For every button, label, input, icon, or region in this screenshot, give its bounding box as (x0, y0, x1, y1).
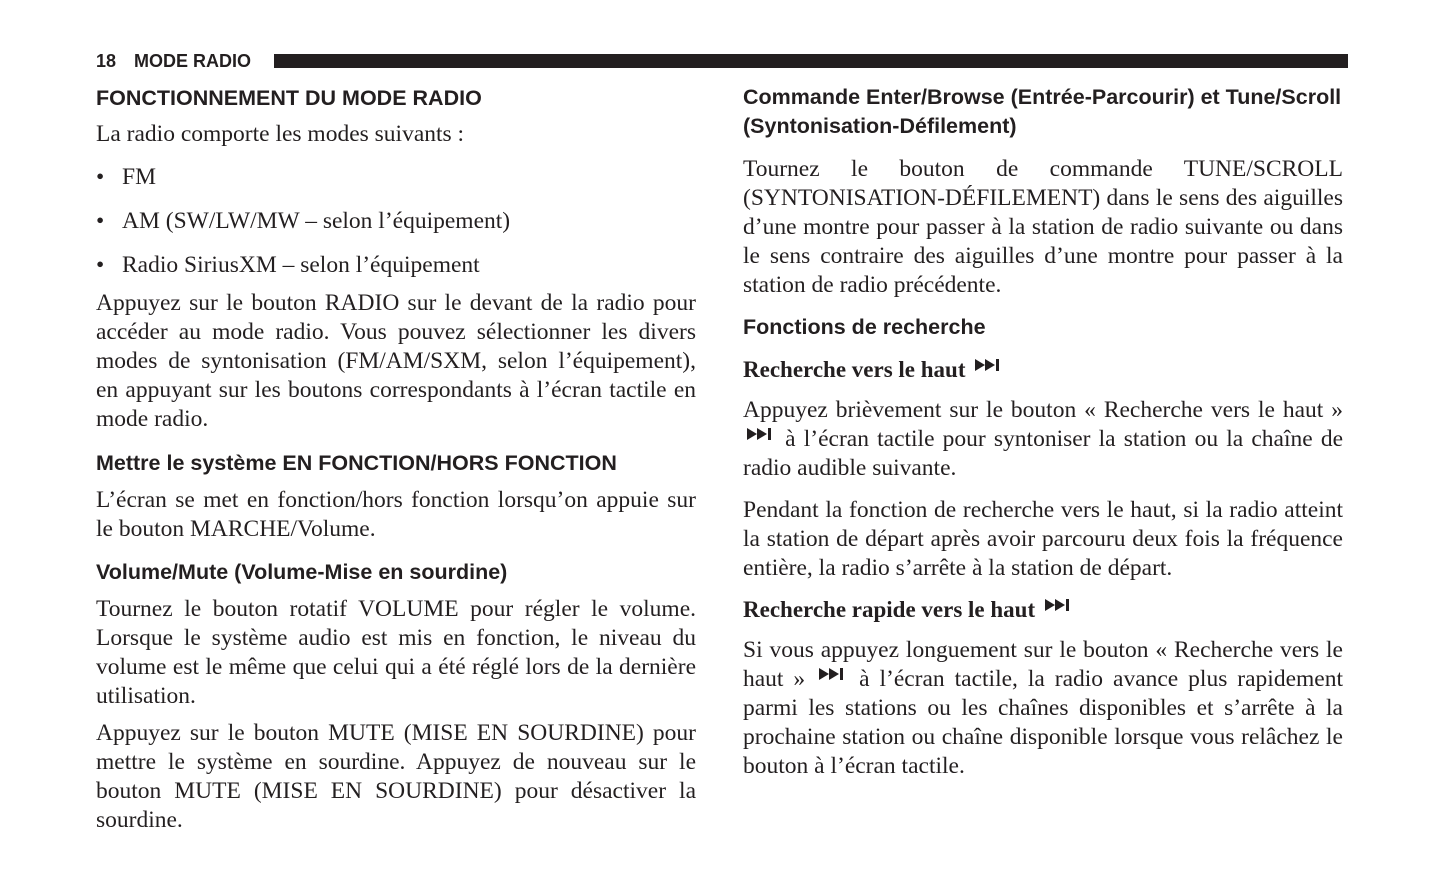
header-rule (274, 54, 1348, 68)
power-heading: Mettre le système EN FONCTION/HORS FONCTION (96, 451, 617, 475)
seek-up-text: à l’écran tactile pour syntoniser la station ou la chaîne de radio audible suivante. (743, 426, 1343, 481)
fast-seek-paragraph (743, 636, 1343, 781)
list-item-text: Radio SiriusXM – selon l’équipement (122, 252, 480, 278)
radio-mode-paragraph: Appuyez sur le bouton RADIO sur le devant de la radio pour accéder au mode radio. Vous pouvez sélectionner les divers modes de syntonisation (FM/AM/SXM, selon l’équipement), en appuyant sur les boutons correspondants à l’écran tactile en mode radio. (96, 290, 696, 432)
list-item-text: AM (SW/LW/MW – selon l’équipement) (122, 208, 511, 234)
volume-heading: Volume/Mute (Volume-Mise en sourdine) (96, 560, 508, 584)
list-item: • FM (96, 164, 156, 190)
seek-up-paragraph-2: Pendant la fonction de recherche vers le haut, si la radio atteint la station de départ après avoir parcouru deux fois la fréquence entière, la radio s’arrête à la station de départ. (743, 497, 1343, 581)
list-item: • Radio SiriusXM – selon l’équipement (96, 252, 480, 278)
section-heading: FONCTIONNEMENT DU MODE RADIO (96, 86, 482, 110)
enter-browse-heading: Commande Enter/Browse (Entrée-Parcourir) et Tune/Scroll (Syntonisation-Défilement) (743, 85, 1342, 138)
page-number: 18 (96, 50, 117, 71)
seek-forward-icon (819, 668, 845, 680)
page-header (96, 50, 251, 72)
seek-up-text: Appuyez brièvement sur le bouton « Recherche vers le haut » (743, 397, 1343, 423)
power-paragraph: L’écran se met en fonction/hors fonction lorsqu’on appuie sur le bouton MARCHE/Volume. (96, 487, 696, 542)
section-title: MODE RADIO (134, 50, 252, 71)
seek-forward-icon (975, 359, 1001, 371)
list-item: • AM (SW/LW/MW – selon l’équipement) (96, 208, 511, 234)
fast-seek-heading (743, 595, 1343, 624)
search-heading: Fonctions de recherche (743, 315, 986, 339)
intro-text: La radio comporte les modes suivants : (96, 121, 465, 147)
seek-up-heading-text: Recherche vers le haut (743, 357, 966, 382)
enter-browse-paragraph: Tournez le bouton de commande TUNE/SCROLL (SYNTONISATION-DÉFILEMENT) dans le sens des aiguilles d’une montre pour passer à la station de radio suivante ou dans le sens contraire des aiguilles d’une montre pour passer à la station de radio précédente. (743, 156, 1343, 298)
list-item-text: FM (122, 164, 156, 190)
volume-paragraph: Tournez le bouton rotatif VOLUME pour régler le volume. Lorsque le système audio est mis en fonction, le niveau du volume est le même que celui qui a été réglé lors de la dernière utilisation. (96, 596, 696, 709)
fast-seek-heading-text: Recherche rapide vers le haut (743, 597, 1036, 622)
seek-up-heading (743, 355, 1343, 384)
fast-seek-text: Si vous appuyez longuement sur le bouton « Recherche vers le haut » (743, 637, 1343, 692)
mute-paragraph: Appuyez sur le bouton MUTE (MISE EN SOURDINE) pour mettre le système en sourdine. Appuyez de nouveau sur le bouton MUTE (MISE EN SOURDINE) pour désactiver la sourdine. (96, 720, 696, 833)
seek-forward-icon (1045, 599, 1071, 611)
seek-forward-icon (747, 428, 773, 440)
fast-seek-text: à l’écran tactile, la radio avance plus rapidement parmi les stations ou les chaînes disponibles et s’arrête à la prochaine station ou chaîne disponible lorsque vous relâchez le bouton à l’écran tactile. (743, 666, 1344, 779)
seek-up-paragraph (743, 396, 1343, 483)
